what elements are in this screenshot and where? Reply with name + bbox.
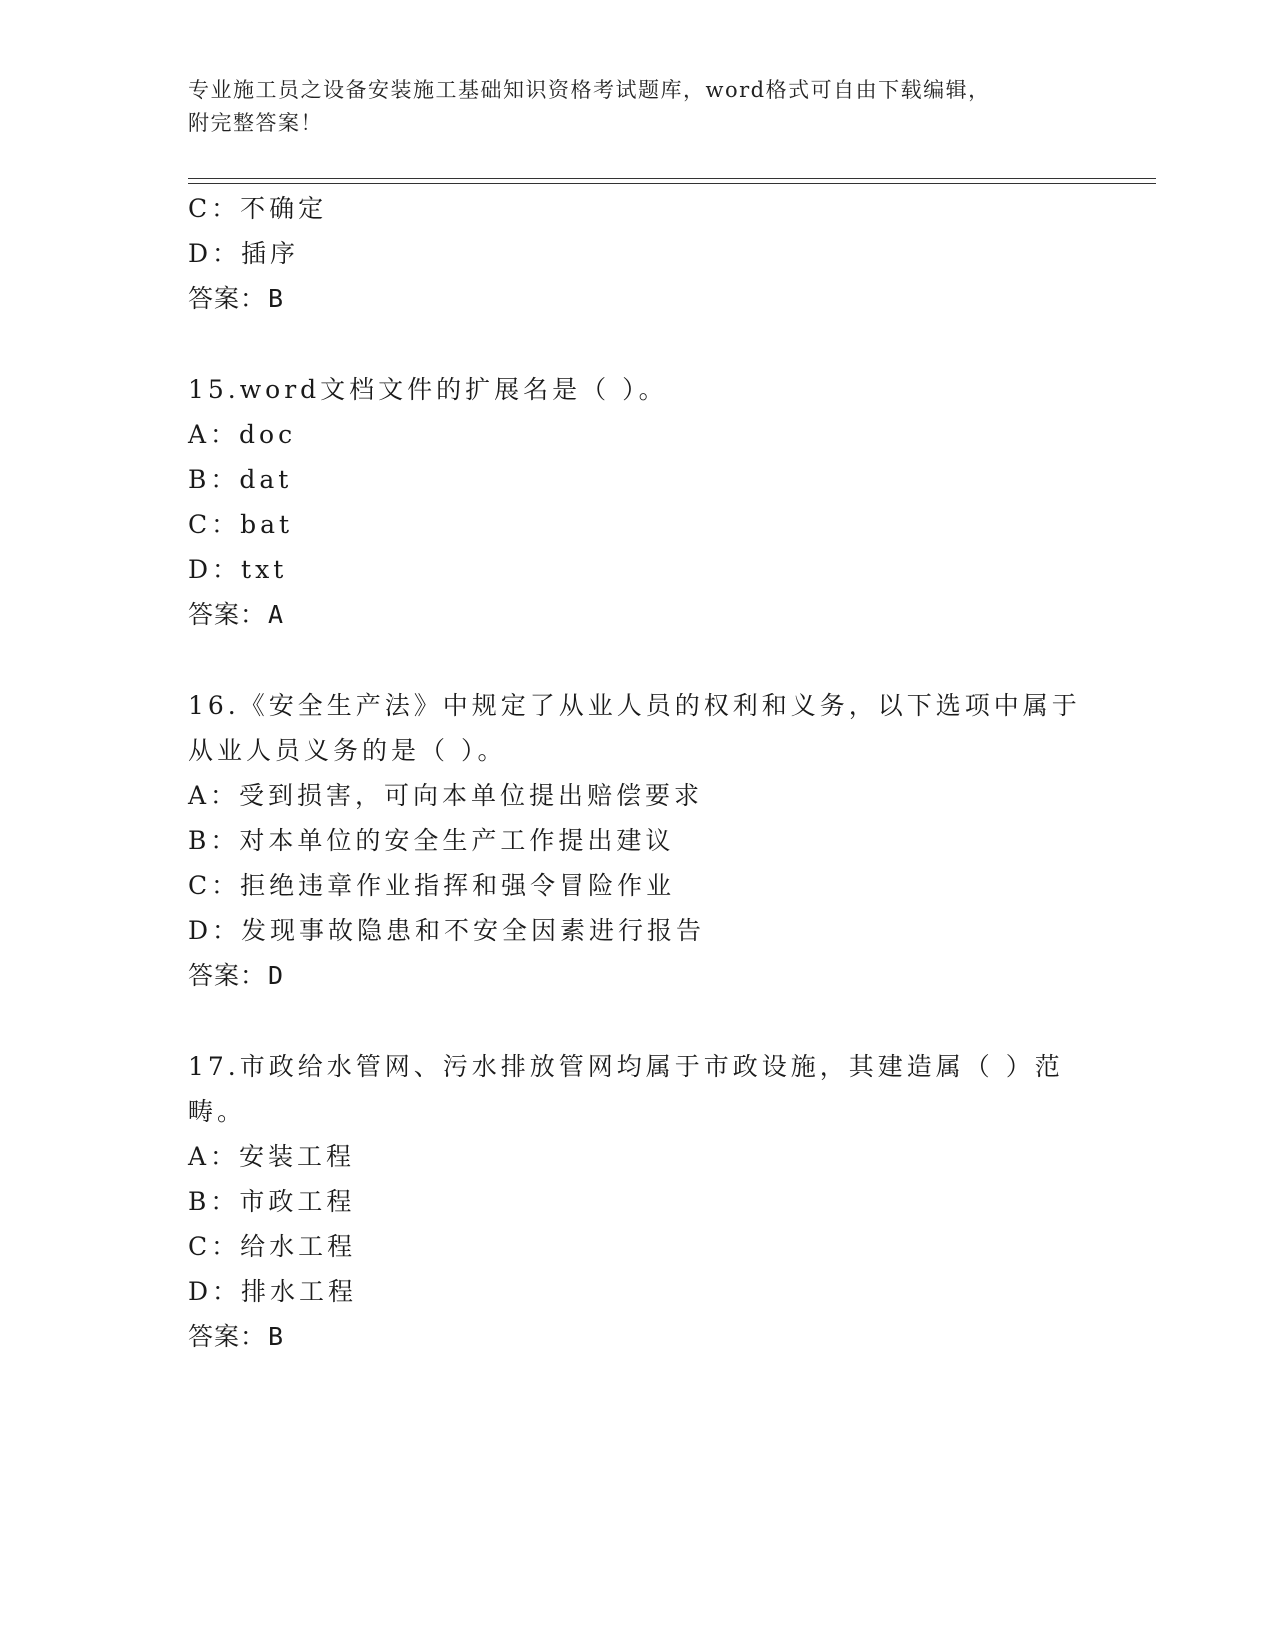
q16-option-b: B：对本单位的安全生产工作提出建议 xyxy=(188,826,675,855)
q14-option-c: C：不确定 xyxy=(188,194,328,223)
q16-option-c: C：拒绝违章作业指挥和强令冒险作业 xyxy=(188,871,676,900)
q17-option-b: B：市政工程 xyxy=(188,1187,356,1216)
q17-question-line-2: 畴。 xyxy=(188,1097,247,1126)
header-line-1: 专业施工员之设备安装施工基础知识资格考试题库，word格式可自由下载编辑， xyxy=(188,78,991,102)
q16-question-line-1: 16.《安全生产法》中规定了从业人员的权利和义务，以下选项中属于 xyxy=(188,691,1081,720)
q15-option-b: B：dat xyxy=(188,465,293,494)
header-line-2: 附完整答案！ xyxy=(188,111,323,135)
q17-answer xyxy=(188,1320,284,1354)
q15-question: 15.word文档文件的扩展名是（ ）。 xyxy=(188,375,668,404)
q16-answer xyxy=(188,959,284,993)
q15-option-a: A：doc xyxy=(188,420,297,449)
q14-option-d: D：插序 xyxy=(188,239,300,268)
answer-label: 答案： xyxy=(188,284,267,313)
q17-question-line-1: 17.市政给水管网、污水排放管网均属于市政设施，其建造属（ ）范 xyxy=(188,1052,1064,1081)
header-divider-top xyxy=(188,178,1156,179)
header-divider-bottom xyxy=(188,183,1156,184)
q15-answer xyxy=(188,598,284,632)
q14-answer xyxy=(188,282,284,316)
q16-question-line-2: 从业人员义务的是（ ）。 xyxy=(188,736,507,765)
q16-option-a: A：受到损害，可向本单位提出赔偿要求 xyxy=(188,781,704,810)
answer-label: 答案： xyxy=(188,1322,267,1351)
q17-option-d: D：排水工程 xyxy=(188,1277,358,1306)
answer-value: B xyxy=(268,284,285,313)
q15-option-d: D：txt xyxy=(188,555,288,584)
document-header xyxy=(188,74,1088,140)
answer-value: B xyxy=(268,1322,285,1351)
answer-value: D xyxy=(268,961,285,990)
answer-label: 答案： xyxy=(188,961,267,990)
answer-value: A xyxy=(268,600,285,629)
q15-option-c: C：bat xyxy=(188,510,294,539)
q17-option-c: C：给水工程 xyxy=(188,1232,357,1261)
q17-option-a: A：安装工程 xyxy=(188,1142,356,1171)
answer-label: 答案： xyxy=(188,600,267,629)
q16-option-d: D：发现事故隐患和不安全因素进行报告 xyxy=(188,916,706,945)
